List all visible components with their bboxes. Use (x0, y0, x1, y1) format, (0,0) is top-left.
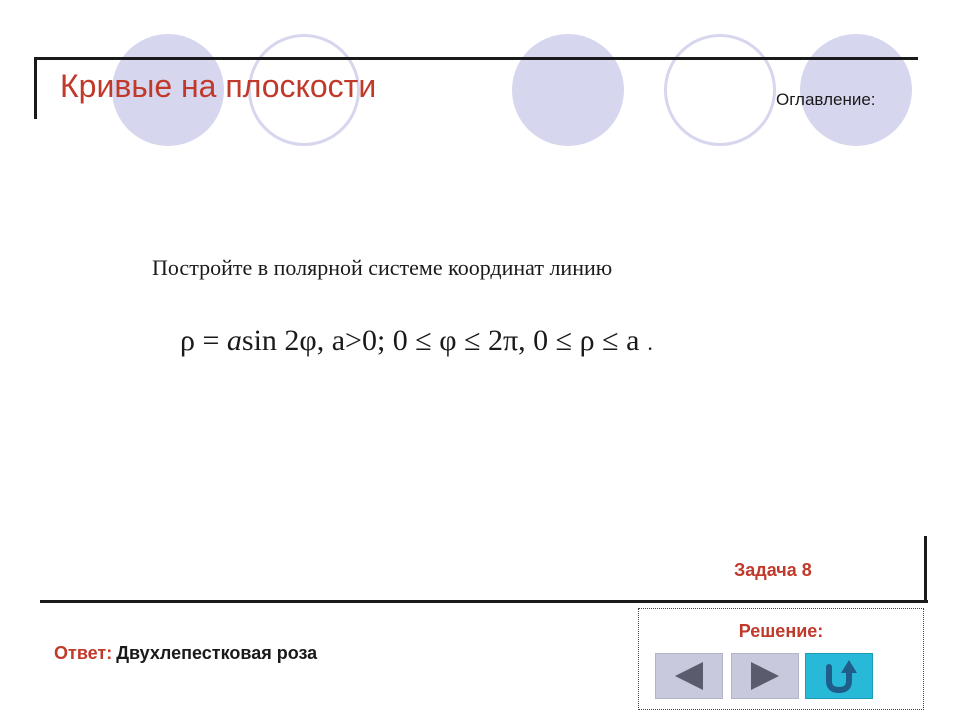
return-arrow-icon (819, 657, 859, 695)
problem-prompt: Постройте в полярной системе координат линию (152, 255, 613, 280)
footer-right-rule (924, 536, 927, 603)
formula-rho-eq: ρ = (180, 324, 227, 357)
decorative-ring (664, 34, 776, 146)
previous-button[interactable] (655, 653, 723, 699)
answer (54, 643, 317, 664)
solution-link[interactable]: Решение: (738, 621, 824, 641)
table-of-contents-link[interactable]: Оглавление: (776, 90, 876, 109)
decorative-circle (512, 34, 624, 146)
return-button[interactable] (805, 653, 873, 699)
formula-dot: . (647, 330, 653, 355)
answer-label: Ответ: (54, 643, 113, 663)
header-top-rule (34, 57, 918, 60)
answer-value: Двухлепестковая роза (116, 643, 318, 663)
formula-rest: sin 2φ, a>0; 0 ≤ φ ≤ 2π, 0 ≤ ρ ≤ a (241, 324, 640, 357)
task-number: Задача 8 (734, 560, 812, 580)
page-title: Кривые на плоскости (60, 68, 377, 104)
problem-formula (180, 324, 653, 358)
triangle-right-icon (745, 659, 785, 693)
formula-a: a (226, 324, 242, 357)
triangle-left-icon (669, 659, 709, 693)
footer-bottom-rule (40, 600, 928, 603)
next-button[interactable] (731, 653, 799, 699)
header-left-rule (34, 57, 37, 119)
solution-panel (638, 608, 924, 710)
